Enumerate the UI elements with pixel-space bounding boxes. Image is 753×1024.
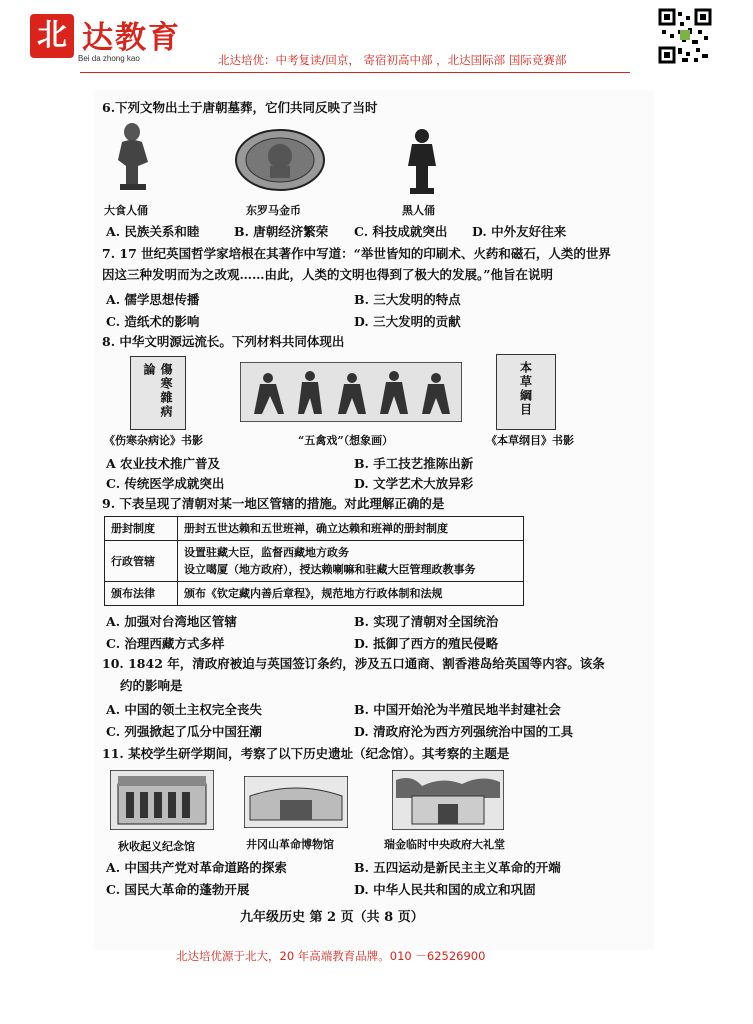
q11-option-b: B. 五四运动是新民主主义革命的开端	[354, 860, 561, 875]
q10-stem-line1: 10. 1842 年，清政府被迫与英国签订条约，涉及五口通商、割香港岛给英国等内容。该条	[102, 656, 605, 671]
bottom-advert: 北达培优源于北大，20 年高端教育品牌。010 －62526900	[176, 949, 486, 963]
header-divider	[80, 72, 630, 73]
q8-caption-3: 《本草纲目》书影	[486, 434, 574, 447]
header-tagline: 北达培优：中考复读/回京， 寄宿初高中部 ，北达国际部 国际竞赛部	[218, 53, 567, 67]
table-cell-line: 设置驻藏大臣，监督西藏地方政务	[184, 546, 349, 559]
q11-caption-3: 瑞金临时中央政府大礼堂	[384, 838, 505, 851]
q8-option-a: A 农业技术推广普及	[106, 456, 221, 471]
logo-pinyin: Bei da zhong kao	[78, 54, 140, 63]
q8-stem: 8. 中华文明源远流长。下列材料共同体现出	[102, 334, 345, 349]
ruijin-hall-image	[392, 770, 504, 830]
shanghan-book-title: 傷寒雜病論	[142, 363, 173, 419]
q10-option-c: C. 列强掀起了瓜分中国狂潮	[106, 724, 262, 739]
q7-option-b: B. 三大发明的特点	[354, 292, 461, 307]
q7-option-d: D. 三大发明的贡献	[354, 314, 461, 329]
q11-stem: 11. 某校学生研学期间，考察了以下历史遗址（纪念馆）。其考察的主题是	[102, 746, 510, 761]
q8-option-d: D. 文学艺术大放异彩	[354, 476, 474, 491]
q7-option-a: A. 儒学思想传播	[106, 292, 200, 307]
q6-option-c: C. 科技成就突出	[354, 224, 448, 239]
q8-caption-1: 《伤寒杂病论》书影	[104, 434, 203, 447]
logo-name: 达教育	[82, 20, 181, 56]
logo-mark: 北	[30, 14, 74, 58]
q7-stem-line1: 7. 17 世纪英国哲学家培根在其著作中写道：“举世皆知的印刷术、火药和磁石，人类的世界	[102, 246, 611, 261]
q7-stem-line2: 因这三种发明而为之改观……由此，人类的文明也得到了极大的发展。”他旨在说明	[102, 267, 553, 282]
table-cell-content	[178, 541, 524, 582]
q6-option-a: A. 民族关系和睦	[106, 224, 200, 239]
q9-option-a: A. 加强对台湾地区管辖	[106, 614, 237, 629]
q8-option-b: B. 手工技艺推陈出新	[354, 456, 474, 471]
tang-figurine-image	[108, 120, 158, 192]
table-row	[105, 582, 524, 606]
q6-option-d: D. 中外友好往来	[472, 224, 567, 239]
q8-caption-2: “五禽戏”（想象画）	[298, 434, 394, 447]
q11-option-c: C. 国民大革命的蓬勃开展	[106, 882, 250, 897]
q10-option-a: A. 中国的领土主权完全丧失	[106, 702, 262, 717]
table-row	[105, 517, 524, 541]
q9-stem: 9. 下表呈现了清朝对某一地区管辖的措施。对此理解正确的是	[102, 496, 445, 511]
bencao-book-title: 本草綱目	[518, 361, 533, 417]
table-cell-label: 颁布法律	[105, 582, 178, 606]
q8-option-c: C. 传统医学成就突出	[106, 476, 225, 491]
q9-option-d: D. 抵御了西方的殖民侵略	[354, 636, 499, 651]
q6-caption-2: 东罗马金币	[246, 204, 301, 217]
q10-stem-line2: 约的影响是	[120, 678, 183, 693]
q7-option-c: C. 造纸术的影响	[106, 314, 200, 329]
table-cell-label: 册封制度	[105, 517, 178, 541]
q11-caption-2: 井冈山革命博物馆	[246, 838, 334, 851]
bencao-book-image	[496, 354, 556, 430]
page-number: 九年级历史 第 2 页（共 8 页）	[240, 910, 424, 925]
table-cell-content: 册封五世达赖和五世班禅，确立达赖和班禅的册封制度	[178, 517, 524, 541]
gold-coin-image	[234, 128, 326, 192]
qiushou-memorial-image	[110, 770, 214, 830]
q11-option-d: D. 中华人民共和国的成立和巩固	[354, 882, 536, 897]
q10-option-b: B. 中国开始沦为半殖民地半封建社会	[354, 702, 561, 717]
black-figurine-image	[402, 126, 442, 196]
q10-option-d: D. 清政府沦为西方列强统治中国的工具	[354, 724, 574, 739]
q11-option-a: A. 中国共产党对革命道路的探索	[106, 860, 287, 875]
q6-option-b: B. 唐朝经济繁荣	[234, 224, 329, 239]
q9-table	[104, 516, 524, 606]
q9-option-c: C. 治理西藏方式多样	[106, 636, 225, 651]
table-cell-label: 行政管辖	[105, 541, 178, 582]
wuqinxi-image	[240, 362, 462, 422]
jinggangshan-museum-image	[244, 776, 348, 828]
table-cell-content: 颁布《钦定藏内善后章程》，规范地方行政体制和法规	[178, 582, 524, 606]
q11-caption-1: 秋收起义纪念馆	[118, 840, 195, 853]
q9-option-b: B. 实现了清朝对全国统治	[354, 614, 499, 629]
q6-caption-1: 大食人俑	[104, 204, 148, 217]
qr-code-icon	[658, 8, 712, 64]
table-cell-line: 设立噶厦（地方政府），授达赖喇嘛和驻藏大臣管理政教事务	[184, 563, 476, 576]
table-row	[105, 541, 524, 582]
shanghan-book-image	[130, 356, 186, 430]
q6-caption-3: 黑人俑	[402, 204, 435, 217]
q6-stem: 6.下列文物出土于唐朝墓葬，它们共同反映了当时	[102, 100, 378, 115]
